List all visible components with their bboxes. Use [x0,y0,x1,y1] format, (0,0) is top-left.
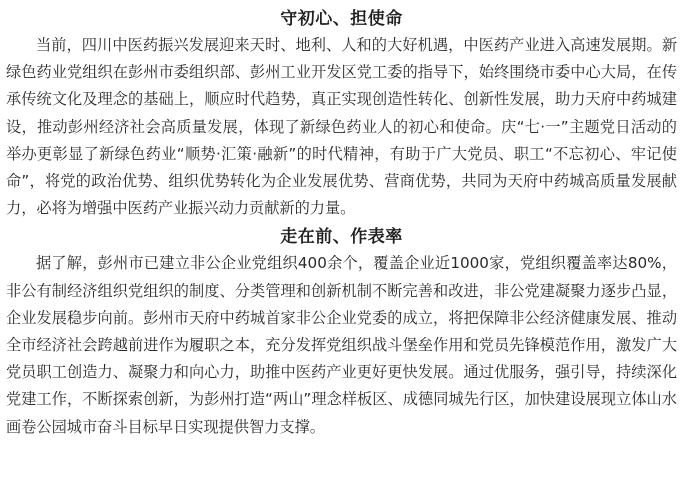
section-paragraph: 据了解，彭州市已建立非公企业党组织400余个，覆盖企业近1000家，党组织覆盖率达80%，非公有制经济组织党组织的制度、分类管理和创新机制不断完善和改进，非公党建凝聚力逐步凸显，企业发展稳步向前。彭州市天府中药城首家非公企业党委的成立，将把保障非公经济健康发展、推动全市经济社会跨越前进作为履职之本，充分发挥党组织战斗堡垒作用和党员先锋模范作用，激发广大党员职工创造力、凝聚力和向心力，助推中医药产业更好更快发展。通过优服务，强引导，持续深化党建工作，不断探索创新，为彭州打造“两山”理念样板区、成德同城先行区，加快建设展现立体山水画卷公园城市奋斗目标早日实现提供智力支撑。 [6,254,677,436]
section-heading: 守初心、担使命 [280,9,403,29]
section-keep-original-aspiration [6,6,677,222]
section-heading: 走在前、作表率 [280,227,403,248]
section-paragraph: 当前，四川中医药振兴发展迎来天时、地利、人和的大好机遇，中医药产业进入高速发展期。新绿色药业党组织在彭州市委组织部、彭州工业开发区党工委的指导下，始终围绕市委中心大局，在传承传统文化及理念的基础上，顺应时代趋势，真正实现创造性转化、创新性发展，助力天府中药城建设，推动彭州经济社会高质量发展，体现了新绿色药业人的初心和使命。庆“七·一”主题党日活动的举办更彰显了新绿色药业“顺势·汇策·融新”的时代精神，有助于广大党员、职工“不忘初心、牢记使命”，将党的政治优势、组织优势转化为企业发展优势、营商优势，共同为天府中药城高质量发展献力，必将为增强中医药产业振兴动力贡献新的力量。 [6,36,677,218]
section-lead-the-way [6,224,677,440]
